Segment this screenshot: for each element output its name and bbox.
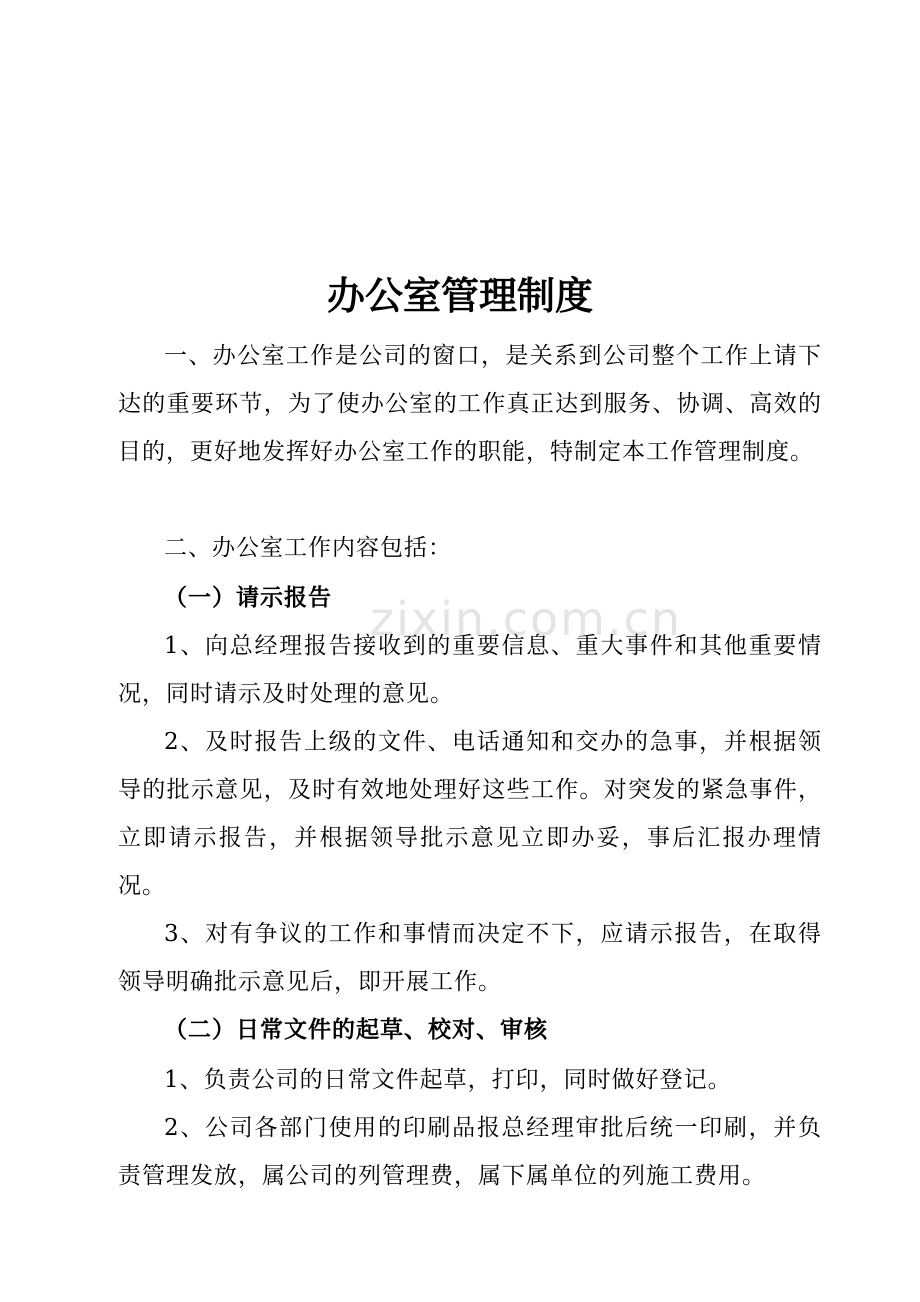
watermark: zixin.com.cn xyxy=(370,592,683,646)
paragraph-doc-item-2: 2、公司各部门使用的印刷品报总经理审批后统一印刷，并负责管理发放，属公司的列管理费，属下属单位的列施工费用。 xyxy=(118,1115,822,1189)
paragraph-doc-item-1: 1、负责公司的日常文件起草，打印，同时做好登记。 xyxy=(164,1067,732,1093)
paragraph-item-3: 3、对有争议的工作和事情而决定不下，应请示报告，在取得领导明确批示意见后，即开展工作。 xyxy=(118,921,822,995)
section-heading-documents: （二）日常文件的起草、校对、审核 xyxy=(164,1016,548,1043)
paragraph-item-1: 1、向总经理报告接收到的重要信息、重大事件和其他重要情况，同时请示及时处理的意见。 xyxy=(118,633,822,707)
paragraph-content-scope: 二、办公室工作内容包括： xyxy=(164,535,452,561)
section-heading-reporting: （一）请示报告 xyxy=(164,584,332,611)
paragraph-intro: 一、办公室工作是公司的窗口，是关系到公司整个工作上请下达的重要环节，为了使办公室的工作真正达到服务、协调、高效的目的，更好地发挥好办公室工作的职能，特制定本工作管理制度。 xyxy=(118,343,822,465)
paragraph-item-2: 2、及时报告上级的文件、电话通知和交办的急事，并根据领导的批示意见，及时有效地处理好这些工作。对突发的紧急事件，立即请示报告，并根据领导批示意见立即办妥，事后汇报办理情况。 xyxy=(118,729,822,899)
document-title: 办公室管理制度 xyxy=(326,273,593,318)
